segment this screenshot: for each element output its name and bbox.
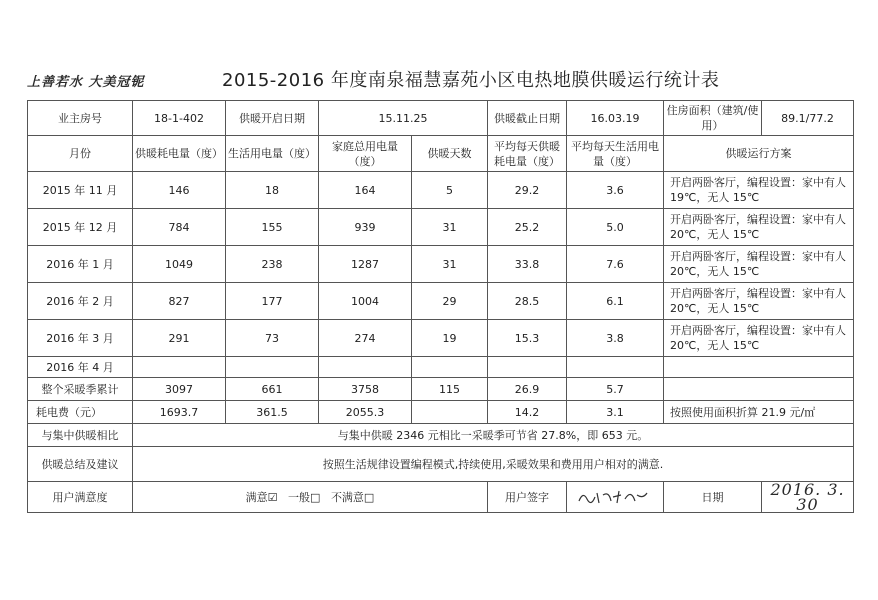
start-date-label: 供暖开启日期 <box>226 101 319 136</box>
cell-plan: 开启两卧客厅，编程设置：家中有人 20℃，无人 15℃ <box>664 246 854 283</box>
cell-living: 73 <box>226 320 319 357</box>
cell-avg-living: 3.8 <box>567 320 664 357</box>
heating-statistics-table <box>27 100 854 513</box>
end-date-value: 16.03.19 <box>567 101 664 136</box>
cell-avg-heating: 28.5 <box>488 283 567 320</box>
cell-avg-living: 3.6 <box>567 172 664 209</box>
cost-note: 按照使用面积折算 21.9 元/㎡ <box>664 401 854 424</box>
cell-heating: 291 <box>133 320 226 357</box>
cell-month: 2016 年 4 月 <box>28 357 133 378</box>
table-row <box>28 320 854 357</box>
cell-total: 274 <box>319 320 412 357</box>
cell-plan: 开启两卧客厅，编程设置：家中有人 19℃，无人 15℃ <box>664 172 854 209</box>
cell-living: 361.5 <box>226 401 319 424</box>
table-row <box>28 283 854 320</box>
cell-month: 2016 年 1 月 <box>28 246 133 283</box>
cell-avg-heating: 15.3 <box>488 320 567 357</box>
col-month: 月份 <box>28 136 133 172</box>
cell-plan: 开启两卧客厅，编程设置：家中有人 20℃，无人 15℃ <box>664 320 854 357</box>
cell-avg-living: 5.7 <box>567 378 664 401</box>
cell-total: 939 <box>319 209 412 246</box>
cell-avg-heating: 14.2 <box>488 401 567 424</box>
option-average: 一般□ <box>288 490 321 504</box>
cell-total: 3758 <box>319 378 412 401</box>
col-total: 家庭总用电量（度） <box>319 136 412 172</box>
cell-total: 164 <box>319 172 412 209</box>
cell-avg-living: 6.1 <box>567 283 664 320</box>
date-label: 日期 <box>664 482 762 513</box>
option-unsatisfied: 不满意□ <box>330 490 375 504</box>
cell-heating: 3097 <box>133 378 226 401</box>
satisfaction-row <box>28 482 854 513</box>
summary-text: 按照生活规律设置编程模式,持续使用,采暖效果和费用用户相对的满意. <box>133 447 854 482</box>
satisfaction-label: 用户满意度 <box>28 482 133 513</box>
cell-living: 661 <box>226 378 319 401</box>
cell-empty <box>133 357 226 378</box>
season-total-row <box>28 378 854 401</box>
area-value: 89.1/77.2 <box>762 101 854 136</box>
cell-empty <box>567 357 664 378</box>
end-date-label: 供暖截止日期 <box>488 101 567 136</box>
cell-heating: 1049 <box>133 246 226 283</box>
slogan: 上善若水 大美冠铌 <box>27 75 145 90</box>
page-title: 2015-2016 年度南泉福慧嘉苑小区电热地膜供暖运行统计表 <box>222 70 720 91</box>
cell-empty <box>412 401 488 424</box>
table-row <box>28 172 854 209</box>
cell-heating: 827 <box>133 283 226 320</box>
column-header-row <box>28 136 854 172</box>
sign-label: 用户签字 <box>488 482 567 513</box>
cell-empty <box>664 378 854 401</box>
room-label: 业主房号 <box>28 101 133 136</box>
cell-total: 1004 <box>319 283 412 320</box>
cell-living: 18 <box>226 172 319 209</box>
cost-label: 耗电费（元） <box>28 401 133 424</box>
cell-avg-heating: 29.2 <box>488 172 567 209</box>
cell-empty <box>226 357 319 378</box>
cell-avg-heating: 26.9 <box>488 378 567 401</box>
satisfaction-options <box>133 482 488 513</box>
col-days: 供暖天数 <box>412 136 488 172</box>
cell-days: 19 <box>412 320 488 357</box>
cell-empty <box>664 357 854 378</box>
date-value: 2016. 3. 30 <box>762 482 854 513</box>
cell-month: 2016 年 2 月 <box>28 283 133 320</box>
table-row <box>28 246 854 283</box>
start-date-value: 15.11.25 <box>319 101 488 136</box>
cell-avg-living: 3.1 <box>567 401 664 424</box>
cell-total: 2055.3 <box>319 401 412 424</box>
cell-plan: 开启两卧客厅，编程设置：家中有人 20℃，无人 15℃ <box>664 209 854 246</box>
cell-plan: 开启两卧客厅，编程设置：家中有人 20℃，无人 15℃ <box>664 283 854 320</box>
cell-living: 155 <box>226 209 319 246</box>
cell-avg-living: 7.6 <box>567 246 664 283</box>
cell-avg-heating: 33.8 <box>488 246 567 283</box>
season-total-label: 整个采暖季累计 <box>28 378 133 401</box>
cell-living: 177 <box>226 283 319 320</box>
cell-heating: 784 <box>133 209 226 246</box>
cost-row <box>28 401 854 424</box>
area-label: 住房面积（建筑/使用） <box>664 101 762 136</box>
compare-text: 与集中供暖 2346 元相比一采暖季可节省 27.8%，即 653 元。 <box>133 424 854 447</box>
col-heating: 供暖耗电量（度） <box>133 136 226 172</box>
table-row <box>28 209 854 246</box>
cell-days: 31 <box>412 209 488 246</box>
compare-row <box>28 424 854 447</box>
signature <box>567 482 664 513</box>
cell-days: 31 <box>412 246 488 283</box>
col-avg-heating: 平均每天供暖耗电量（度） <box>488 136 567 172</box>
cell-avg-heating: 25.2 <box>488 209 567 246</box>
room-value: 18-1-402 <box>133 101 226 136</box>
summary-label: 供暖总结及建议 <box>28 447 133 482</box>
col-living: 生活用电量（度） <box>226 136 319 172</box>
summary-row <box>28 447 854 482</box>
cell-heating: 146 <box>133 172 226 209</box>
cell-month: 2016 年 3 月 <box>28 320 133 357</box>
col-avg-living: 平均每天生活用电量（度） <box>567 136 664 172</box>
table-row-april <box>28 357 854 378</box>
col-plan: 供暖运行方案 <box>664 136 854 172</box>
cell-heating: 1693.7 <box>133 401 226 424</box>
info-row <box>28 101 854 136</box>
cell-total: 1287 <box>319 246 412 283</box>
cell-month: 2015 年 11 月 <box>28 172 133 209</box>
cell-empty <box>319 357 412 378</box>
cell-month: 2015 年 12 月 <box>28 209 133 246</box>
cell-days: 115 <box>412 378 488 401</box>
cell-empty <box>488 357 567 378</box>
cell-living: 238 <box>226 246 319 283</box>
compare-label: 与集中供暖相比 <box>28 424 133 447</box>
cell-days: 29 <box>412 283 488 320</box>
cell-empty <box>412 357 488 378</box>
cell-avg-living: 5.0 <box>567 209 664 246</box>
option-satisfied: 满意☑ <box>245 490 278 504</box>
cell-days: 5 <box>412 172 488 209</box>
handwritten-signature-icon <box>575 487 655 507</box>
